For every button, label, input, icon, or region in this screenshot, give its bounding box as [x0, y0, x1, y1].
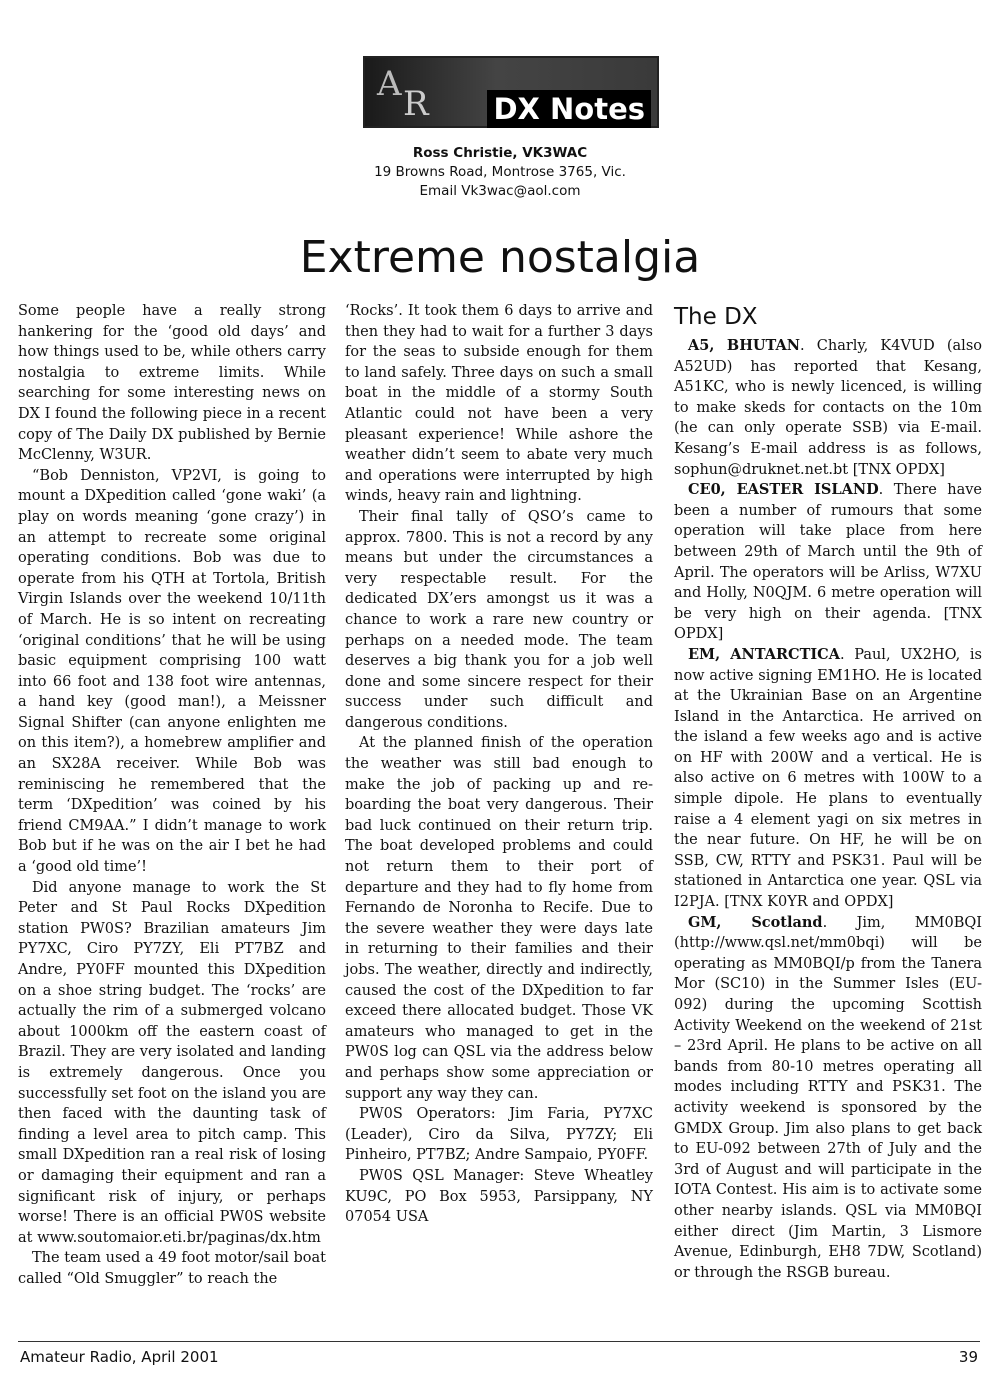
dx-entry-text: . Charly, K4VUD (also A52UD) has reported that Kesang, A51KC, who is newly licenced, is willing to make skeds for contacts on the 10m (he can only operate SSB) via E-mail. Kesang’s E-mail address is as follows, sophun@druknet.net.bt [TNX OPDX] — [674, 338, 982, 478]
article-column-1 — [18, 301, 326, 1290]
paragraph: At the planned finish of the operation the weather was still bad enough to make the job of packing up and re-boarding the boat very dangerous. Their bad luck continued on their return trip. The boat developed problems and could not return them to their port of departure and they had to fly home from Fernando de Noronha to Recife. Due to the severe weather they were days late in returning to their families and their jobs. The weather, directly and indirectly, caused the cost of the DXpedition to far exceed there allocated budget. Those VK amateurs who managed to get in the PW0S log can QSL via the address below and perhaps show some appreciation or support any way they can. — [345, 735, 653, 1102]
dx-entry-lead: A5, BHUTAN — [688, 337, 801, 354]
dx-entry — [674, 480, 982, 645]
paragraph: Did anyone manage to work the St Peter and St Paul Rocks DXpedition station PW0S? Brazilian amateurs Jim PY7XC, Ciro PY7ZY, Eli PT7BZ and Andre, PY0FF mounted this DXpedition on a shoe string budget. The ‘rocks’ are actually the rim of a submerged volcano about 1000km off the eastern coast of Brazil. They are very isolated and landing is extremely dangerous. Once you successfully set foot on the island you are then faced with the daunting task of finding a level area to pitch camp. This small DXpedition ran a real risk of losing or damaging their equipment and ran a significant risk of injury, or perhaps worse! There is an official PW0S website at www.soutomaior.eti.br/paginas/dx.htm — [18, 879, 326, 1246]
paragraph: PW0S QSL Manager: Steve Wheatley KU9C, PO Box 5953, Parsippany, NY 07054 USA — [345, 1167, 653, 1226]
ar-logo-r: R — [403, 84, 429, 124]
section-banner — [363, 56, 659, 128]
footer-publication: Amateur Radio, April 2001 — [20, 1348, 219, 1366]
paragraph: Their final tally of QSO’s came to approx. 7800. This is not a record by any means but under the circumstances a very respectable result. For the dedicated DX’ers amongst us it was a chance to work a rare new country or perhaps on a needed mode. The team deserves a big thank you for a job well done and some sincere respect for their success under such difficult and dangerous conditions. — [345, 508, 653, 731]
dx-entry-lead: CE0, EASTER ISLAND — [688, 481, 879, 499]
dx-column — [674, 302, 982, 1283]
section-title: DX Notes — [487, 90, 651, 128]
paragraph: ‘Rocks’. It took them 6 days to arrive and then they had to wait for a further 3 days for the seas to subside enough for them to land safely. Three days on such a small boat in the middle of a stormy South Atlantic could not have been a very pleasant experience! While ashore the weather didn’t seem to abate very much and operations were interrupted by high winds, heavy rain and lightning. — [345, 303, 653, 505]
dx-entry — [674, 645, 982, 913]
dx-entry-lead: EM, ANTARCTICA — [688, 645, 840, 663]
dx-entry — [674, 913, 982, 1284]
page-number: 39 — [958, 1348, 978, 1366]
paragraph: “Bob Denniston, VP2VI, is going to mount a DXpedition called ‘gone waki’ (a play on words meaning ‘gone crazy’) in an attempt to recreate some original operating conditions. Bob was due to operate from his QTH at Tortola, British Virgin Islands over the weekend 10/11th of March. He is so intent on recreating ‘original conditions’ that he will be using basic equipment comprising 100 watt into 66 foot and 138 foot wire antennas, a hand key (good man!), a Meissner Signal Shifter (can anyone enlighten me on this item?), a homebrew amplifier and an SX28A receiver. While Bob was reminiscing he remembered that the term ‘DXpedition’ was coined by his friend CM9AA.” I didn’t manage to work Bob but if he was on the air I bet he had a ‘good old time’! — [18, 467, 326, 876]
paragraph: Some people have a really strong hankering for the ‘good old days’ and how things used to be, while others carry nostalgia to extreme limits. While searching for some interesting news on DX I found the following piece in a recent copy of The Daily DX published by Bernie McClenny, W3UR. — [18, 303, 326, 464]
dx-entry — [674, 336, 982, 480]
author-block — [300, 144, 700, 201]
author-address: 19 Browns Road, Montrose 3765, Vic. — [374, 164, 626, 180]
dx-entry-text: . Jim, MM0BQI (http://www.qsl.net/mm0bqi) will be operating as MM0BQI/p from the Tanera Mor (SC10) in the Summer Isles (EU-092) during the upcoming Scottish Activity Weekend on the weekend of 21st – 23rd April. He plans to be active on all bands from 80-10 metres operating all modes including RTTY and PSK31. The activity weekend is sponsored by the GMDX Group. Jim also plans to get back to EU-092 between 27th of July and the 3rd of August and will participate in the IOTA Contest. His aim is to activate some other nearby islands. QSL via MM0BQI either direct (Jim Martin, 3 Lismore Avenue, Edinburgh, EH8 7DW, Scotland) or through the RSGB bureau. — [674, 914, 982, 1281]
paragraph: PW0S Operators: Jim Faria, PY7XC (Leader), Ciro da Silva, PY7ZY; Eli Pinheiro, PT7BZ; Andre Sampaio, PY0FF. — [345, 1106, 653, 1164]
dx-entry-text: . There have been a number of rumours that some operation will take place from here between 29th of March until the 9th of April. The operators will be Arliss, W7XU and Holly, N0QJM. 6 metre operation will be very high on their agenda. [TNX OPDX] — [674, 482, 982, 643]
dx-entry-lead: GM, Scotland — [688, 913, 823, 931]
dx-heading: The DX — [674, 304, 758, 330]
article-headline: Extreme nostalgia — [299, 232, 701, 283]
ar-logo-a: A — [377, 64, 402, 104]
footer-divider — [18, 1341, 980, 1342]
article-column-2 — [345, 301, 653, 1228]
author-name: Ross Christie, VK3WAC — [412, 145, 588, 161]
dx-entry-text: . Paul, UX2HO, is now active signing EM1HO. He is located at the Ukrainian Base on an Argentine Island in the Antarctica. He arrived on the island a few weeks ago and is active on HF with 200W and a vertical. He is also active on 6 metres with 100W to a simple dipole. He plans to eventually raise a 4 element yagi on six metres in the near future. On HF, he will be on SSB, CW, RTTY and PSK31. Paul will be stationed in Antarctica one year. QSL via I2PJA. [TNX K0YR and OPDX] — [674, 646, 982, 911]
paragraph: The team used a 49 foot motor/sail boat called “Old Smuggler” to reach the — [18, 1250, 326, 1287]
author-email: Email Vk3wac@aol.com — [419, 183, 581, 199]
